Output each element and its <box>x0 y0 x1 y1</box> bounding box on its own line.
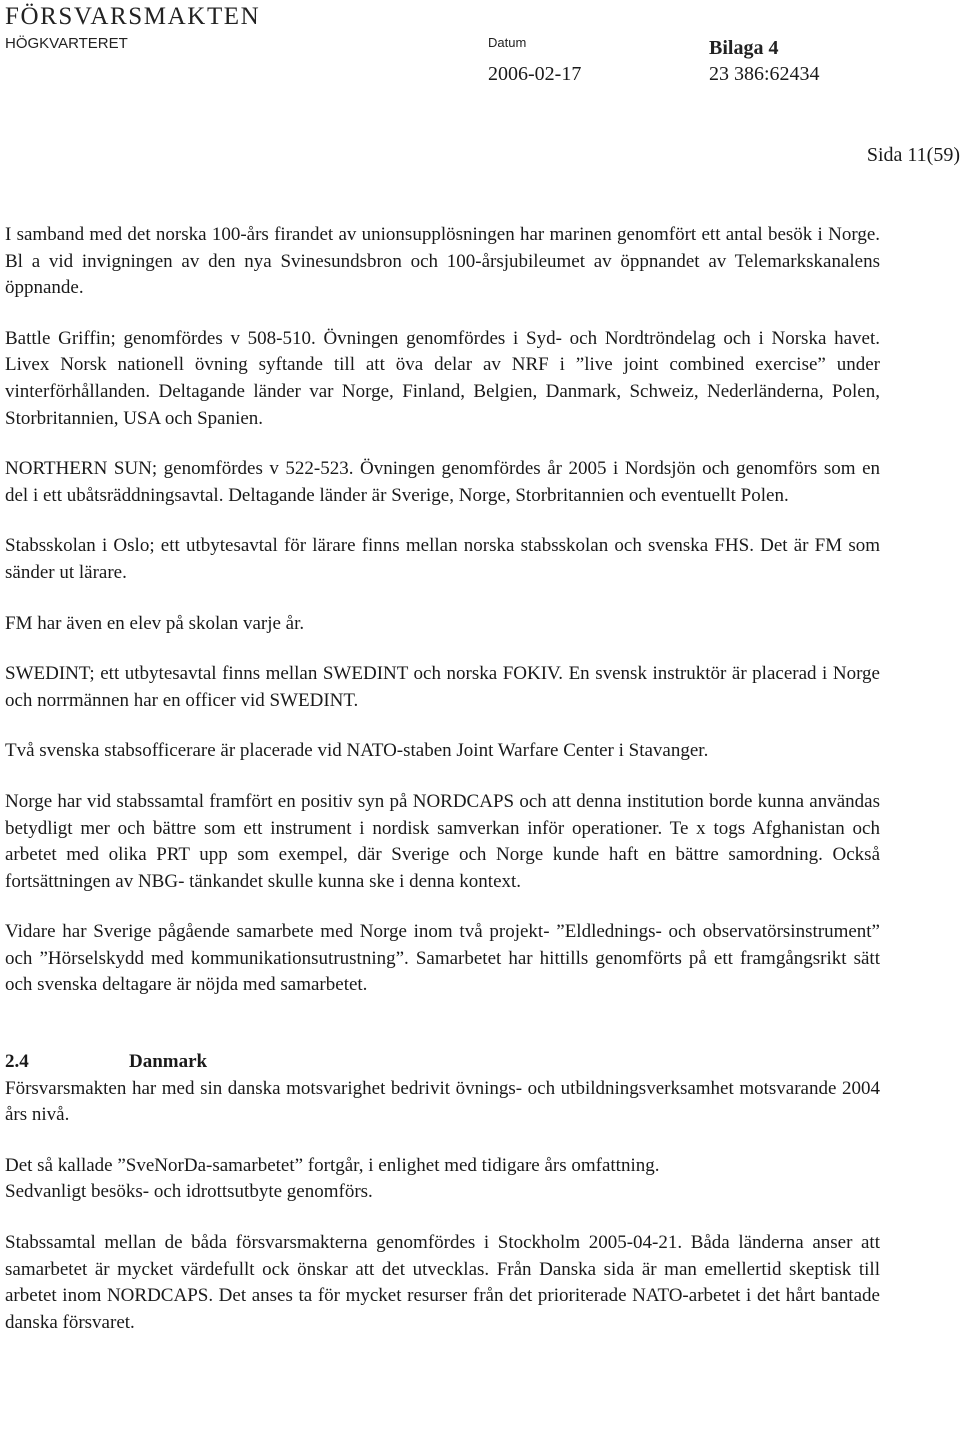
unit-name: HÖGKVARTERET <box>5 35 128 52</box>
paragraph-northern-sun: NORTHERN SUN; genomfördes v 522-523. Övningen genomfördes år 2005 i Nordsjön och genomförs som en del i ett ubåtsräddningsavtal. Deltagande länder är Sverige, Norge, Storbritannien och eventuellt Polen. <box>5 458 880 506</box>
paragraph-svenorda-line1: Det så kallade ”SveNorDa-samarbetet” fortgår, i enlighet med tidigare års omfattning. <box>5 1154 660 1176</box>
paragraph-danish-exercises: Försvarsmakten har med sin danska motsvarighet bedrivit övnings- och utbildningsverksamhet motsvarande 2004 års nivå. <box>5 1077 880 1126</box>
date-label: Datum <box>488 35 527 50</box>
paragraph-student: FM har även en elev på skolan varje år. <box>5 612 305 634</box>
paragraph-staff-school: Stabsskolan i Oslo; ett utbytesavtal för lärare finns mellan norska stabsskolan och svenska FHS. Det är FM som sänder ut lärare. <box>5 535 880 583</box>
paragraph-naval-visits: I samband med det norska 100-års firandet av unionsupplösningen har marinen genomfört ett antal besök i Norge. Bl a vid invigningen av den nya Svinesundsbron och 100-årsjubileumet av öppnandet av Telemarkskanalens öppnande. <box>5 224 880 299</box>
section-title: Danmark <box>129 1051 208 1073</box>
paragraph-svenorda-line2: Sedvanligt besöks- och idrottsutbyte genomförs. <box>5 1181 373 1203</box>
attachment-label: Bilaga 4 <box>709 37 779 59</box>
document-date: 2006-02-17 <box>488 63 582 85</box>
paragraph-staff-talks: Stabssamtal mellan de båda försvarsmakterna genomfördes i Stockholm 2005-04-21. Båda länderna anser att samarbetet är mycket värdefullt ock önskar att det utvecklas. Från Danska sida är man emellertid skeptisk till arbetet inom NORDCAPS. Det anses ta för mycket resurser från det prioriterade NATO-arbetet i det hårt bantade danska försvaret. <box>5 1232 880 1333</box>
page-number: Sida 11(59) <box>866 144 960 166</box>
document-body <box>5 222 880 1336</box>
section-heading <box>5 1049 880 1076</box>
organization-name: FÖRSVARSMAKTEN <box>5 3 261 30</box>
paragraph-nordcaps: Norge har vid stabssamtal framfört en positiv syn på NORDCAPS och att denna institution borde kunna användas betydligt mer och bättre som ett instrument i nordisk samverkan inför operationer. Te x togs Afghanistan och arbetet med olika PRT upp som exempel, där Sverige och Norge kunde haft en bättre samordning. Också fortsättningen av NBG- tänkandet skulle kunna ske i denna kontext. <box>5 790 880 892</box>
reference-number: 23 386:62434 <box>709 63 820 85</box>
paragraph-projects: Vidare har Sverige pågående samarbete med Norge inom två projekt- ”Eldlednings- och observatörsinstrument” och ”Hörselskydd med kommunikationsutrustning”. Samarbetet har hittills genomförts på ett framgångsrikt sätt och svenska deltagare är nöjda med samarbetet. <box>5 921 880 996</box>
paragraph-swedint: SWEDINT; ett utbytesavtal finns mellan SWEDINT och norska FOKIV. En svensk instruktör är placerad i Norge och norrmännen har en officer vid SWEDINT. <box>5 663 880 711</box>
paragraph-battle-griffin: Battle Griffin; genomfördes v 508-510. Övningen genomfördes i Syd- och Nordtröndelag och i Norska havet. Livex Norsk nationell övning syftande till att öva delar av NRF i ”live joint combined exercise” under vinterförhållanden. Deltagande länder var Norge, Finland, Belgien, Danmark, Schweiz, Nederländerna, Polen, Storbritannien, USA och Spanien. <box>5 327 880 429</box>
paragraph-nato-staff: Två svenska stabsofficerare är placerade vid NATO-staben Joint Warfare Center i Stavanger. <box>5 740 709 762</box>
section-number: 2.4 <box>5 1051 29 1073</box>
